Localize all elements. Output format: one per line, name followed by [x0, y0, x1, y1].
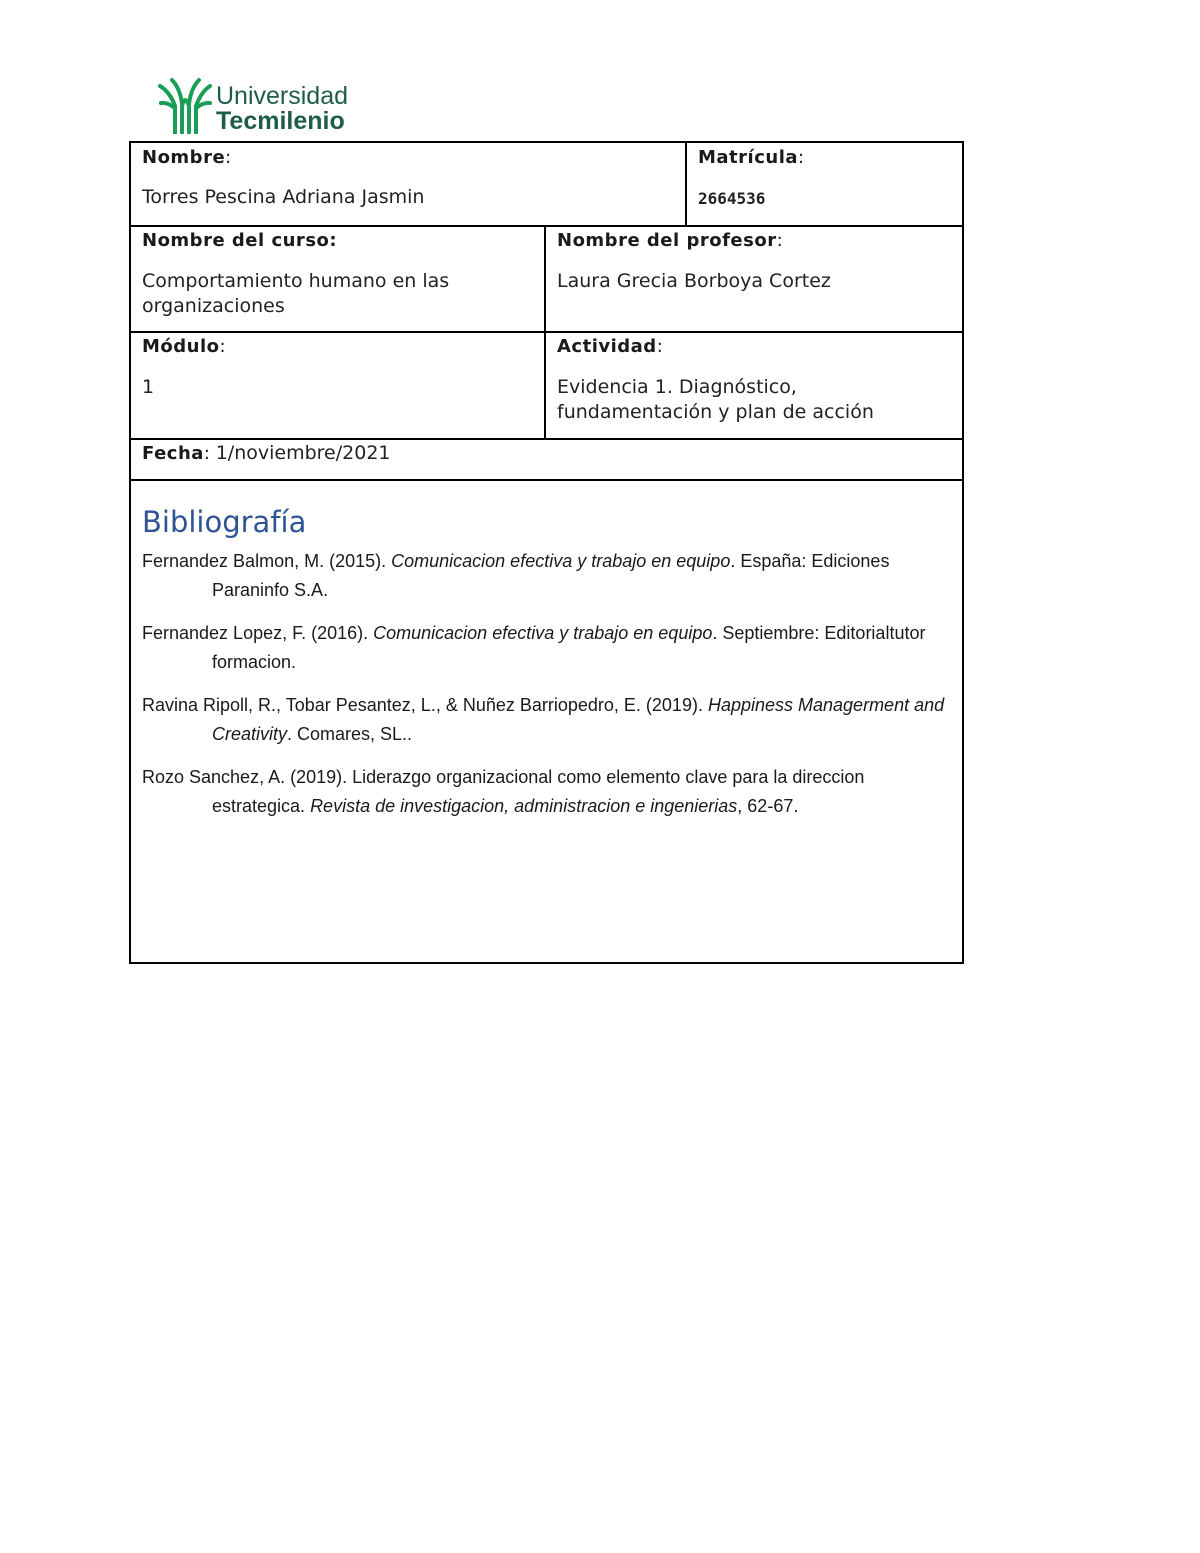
reference-item: Rozo Sanchez, A. (2019). Liderazgo organizacional como elemento clave para la direccion estrategica. Revista de investigacion, administracion e ingenierias, 62-67. [142, 767, 865, 816]
reference-item: Fernandez Balmon, M. (2015). Comunicacion efectiva y trabajo en equipo. España: Ediciones Paraninfo S.A. [142, 551, 890, 600]
reference-item: Ravina Ripoll, R., Tobar Pesantez, L., & Nuñez Barriopedro, E. (2019). Happiness Managerment and Creativity. Comares, SL.. [142, 695, 945, 744]
matricula-cell: Matrícula: 2664536 [685, 141, 964, 227]
profesor-value: Laura Grecia Borboya Cortez [557, 270, 831, 292]
logo-line-1: Universidad [216, 82, 349, 110]
profesor-cell: Nombre del profesor: Laura Grecia Borboya Cortez [544, 225, 964, 333]
nombre-label: Nombre [142, 147, 226, 168]
reference-list [142, 547, 952, 835]
fecha-label: Fecha [142, 443, 204, 464]
modulo-value: 1 [142, 376, 155, 398]
curso-value: Comportamiento humano en las organizaciones [142, 270, 450, 317]
actividad-value: Evidencia 1. Diagnóstico, fundamentación y plan de acción [557, 376, 874, 423]
fecha-cell: Fecha: 1/noviembre/2021 [129, 438, 964, 481]
bibliography-title: Bibliografía [142, 505, 307, 539]
modulo-cell: Módulo: 1 [129, 331, 546, 440]
modulo-label: Módulo [142, 336, 220, 357]
fecha-value: 1/noviembre/2021 [215, 442, 391, 464]
actividad-cell: Actividad: Evidencia 1. Diagnóstico, fundamentación y plan de acción [544, 331, 964, 440]
university-logo [158, 76, 358, 136]
curso-label: Nombre del curso: [142, 230, 338, 251]
nombre-value: Torres Pescina Adriana Jasmin [142, 186, 425, 208]
nombre-cell: Nombre: Torres Pescina Adriana Jasmin [129, 141, 687, 227]
tecmilenio-tree-logo-icon [158, 76, 212, 134]
logo-line-2: Tecmilenio [216, 107, 345, 135]
profesor-label: Nombre del profesor [557, 230, 777, 251]
reference-item: Fernandez Lopez, F. (2016). Comunicacion efectiva y trabajo en equipo. Septiembre: Editorialtutor formacion. [142, 623, 926, 672]
actividad-label: Actividad [557, 336, 657, 357]
curso-cell [129, 225, 546, 333]
bibliography-section [129, 479, 964, 964]
matricula-label: Matrícula [698, 147, 799, 168]
matricula-value: 2664536 [698, 189, 766, 208]
